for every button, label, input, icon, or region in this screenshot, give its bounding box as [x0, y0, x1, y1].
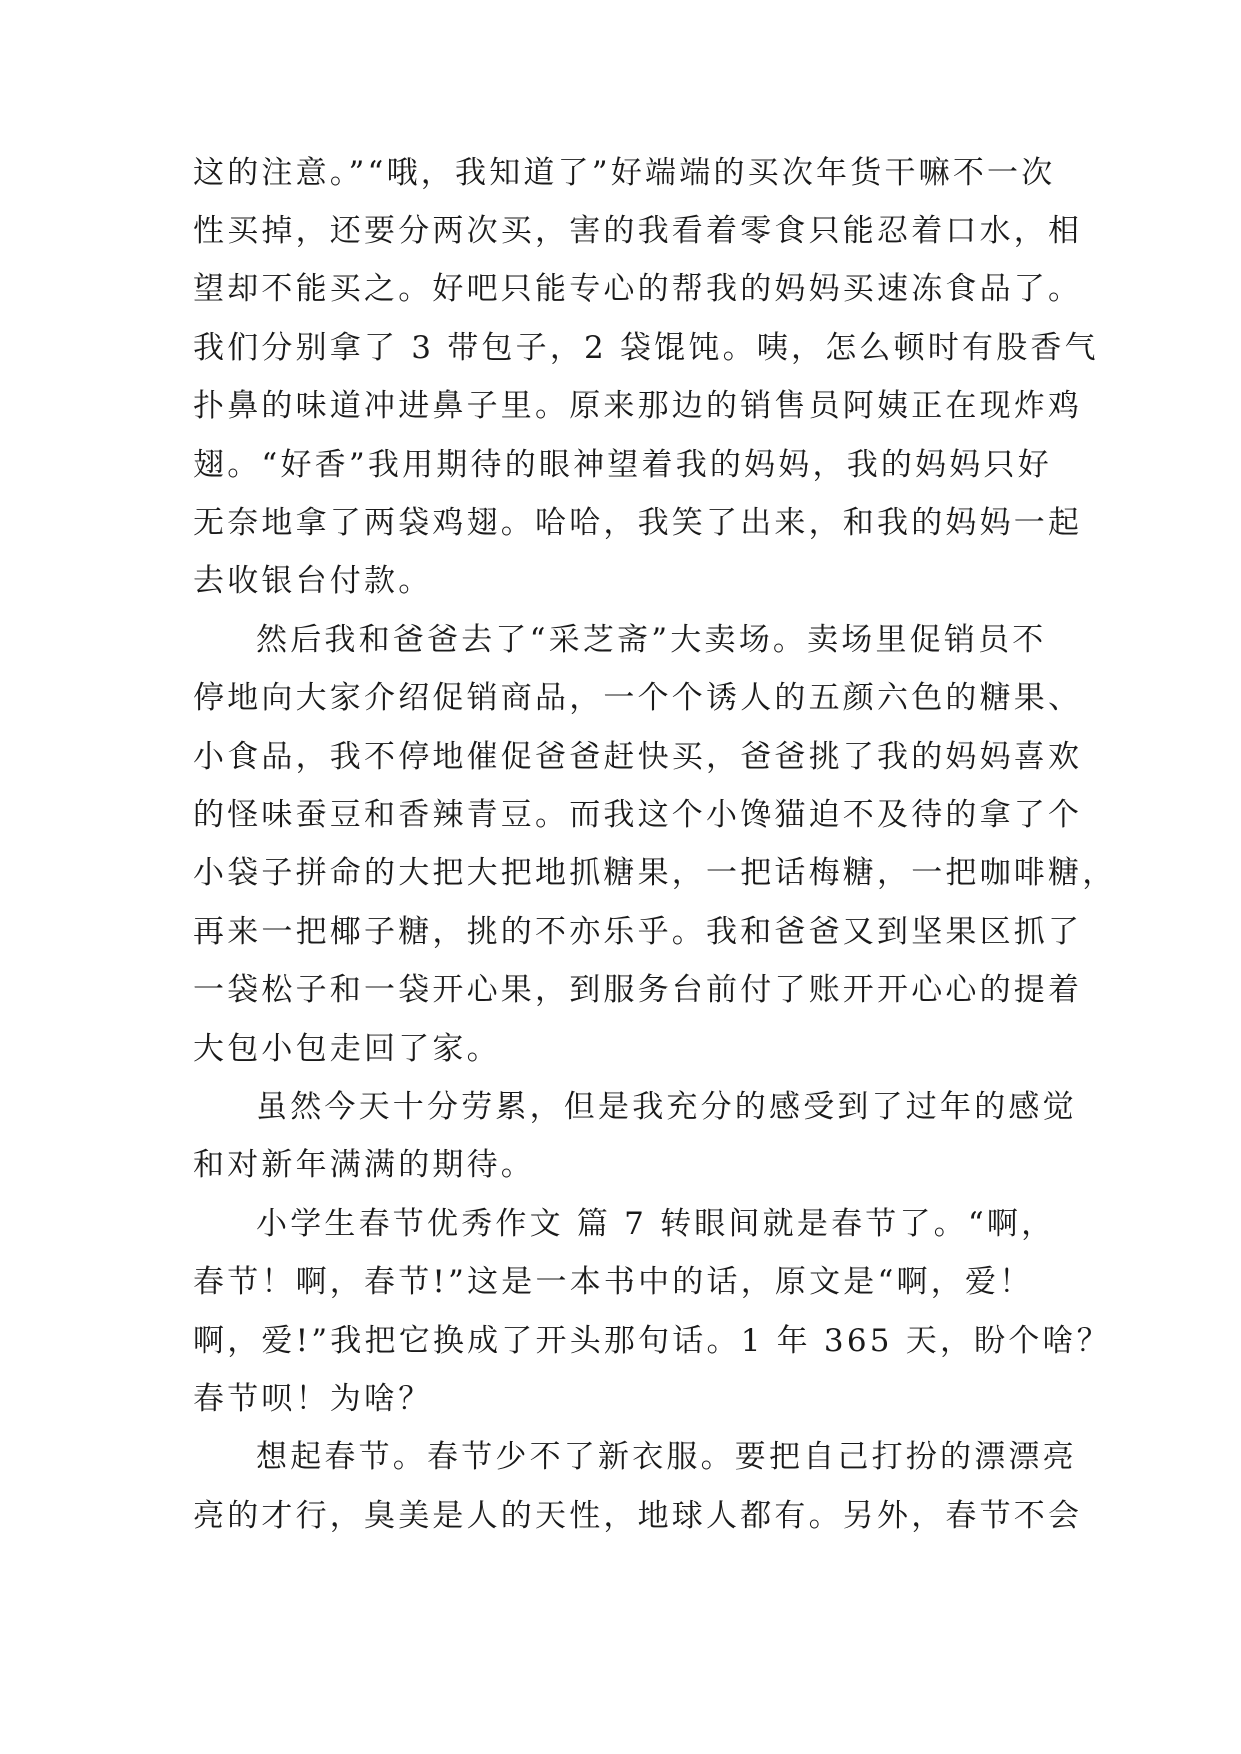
text-line: 春节呗！为啥？	[193, 1381, 433, 1417]
text-line: 再来一把椰子糖，挑的不亦乐乎。我和爸爸又到坚果区抓了	[193, 914, 1083, 950]
text-line: 亮的才行，臭美是人的天性，地球人都有。另外，春节不会	[193, 1498, 1083, 1534]
paragraph-start-line: 虽然今天十分劳累，但是我充分的感受到了过年的感觉	[256, 1089, 1077, 1125]
text-line: 翅。“好香”我用期待的眼神望着我的妈妈，我的妈妈只好	[193, 447, 1052, 483]
text-line: 扑鼻的味道冲进鼻子里。原来那边的销售员阿姨正在现炸鸡	[193, 388, 1083, 424]
text-line: 性买掉，还要分两次买，害的我看着零食只能忍着口水，相	[193, 213, 1083, 249]
text-line: 这的注意。”“哦，我知道了”好端端的买次年货干嘛不一次	[193, 155, 1056, 191]
text-line: 啊，爱!”我把它换成了开头那句话。1 年 365 天，盼个啥？	[193, 1323, 1111, 1359]
text-line: 一袋松子和一袋开心果，到服务台前付了账开开心心的提着	[193, 972, 1083, 1008]
paragraph-start-line: 然后我和爸爸去了“采芝斋”大卖场。卖场里促销员不	[256, 622, 1047, 658]
paragraph-start-line: 想起春节。春节少不了新衣服。要把自己打扮的漂漂亮	[256, 1439, 1077, 1475]
text-line: 小食品，我不停地催促爸爸赶快买，爸爸挑了我的妈妈喜欢	[193, 739, 1083, 775]
text-line: 和对新年满满的期待。	[193, 1147, 535, 1183]
text-line: 大包小包走回了家。	[193, 1031, 501, 1067]
text-line: 无奈地拿了两袋鸡翅。哈哈，我笑了出来，和我的妈妈一起	[193, 505, 1083, 541]
text-line: 我们分别拿了 3 带包子，2 袋馄饨。咦，怎么顿时有股香气	[193, 330, 1099, 366]
section-heading-line: 小学生春节优秀作文 篇 7 转眼间就是春节了。“啊，	[256, 1206, 1056, 1242]
text-line: 望却不能买之。好吧只能专心的帮我的妈妈买速冻食品了。	[193, 271, 1083, 307]
text-line: 春节！啊，春节!”这是一本书中的话，原文是“啊，爱！	[193, 1264, 1034, 1300]
text-line: 的怪味蚕豆和香辣青豆。而我这个小馋猫迫不及待的拿了个	[193, 797, 1083, 833]
text-line: 去收银台付款。	[193, 563, 433, 599]
text-line: 停地向大家介绍促销商品，一个个诱人的五颜六色的糖果、	[193, 680, 1083, 716]
text-line: 小袋子拼命的大把大把地抓糖果，一把话梅糖，一把咖啡糖，	[193, 855, 1117, 891]
